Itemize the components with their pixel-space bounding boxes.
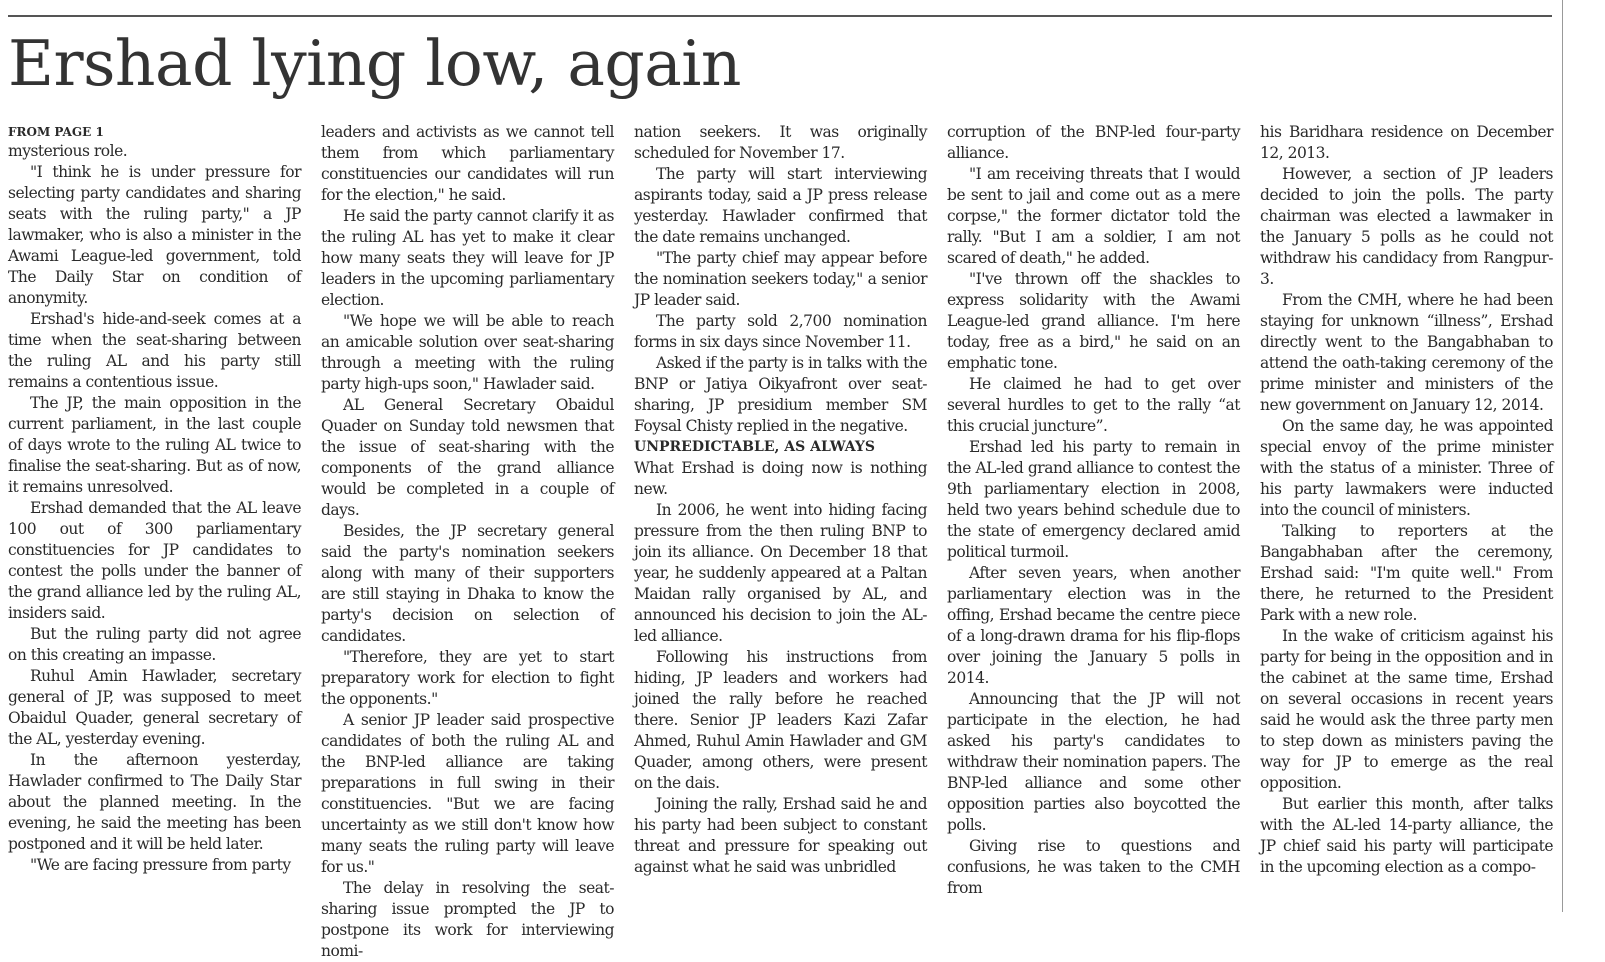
paragraph: Giving rise to questions and confusions, he was taken to the CMH from (947, 837, 1240, 897)
paragraph: The JP, the main opposition in the current parliament, in the last couple of days wrote to the ruling AL twice to finalise the seat-sharing. But as of now, it remains unresolved. (8, 394, 301, 496)
article-column-1 (8, 122, 301, 908)
paragraph: He said the party cannot clarify it as the ruling AL has yet to make it clear how many seats they will leave for JP leaders in the upcoming parliamentary election. (321, 207, 614, 309)
paragraph: "I am receiving threats that I would be sent to jail and come out as a mere corpse," the former dictator told the rally. "But I am a soldier, I am not scared of death," he added. (947, 165, 1240, 267)
article-column-4 (947, 122, 1240, 908)
paragraph: After seven years, when another parliamentary election was in the offing, Ershad became the centre piece of a long-drawn drama for his flip-flops over joining the January 5 polls in 2014. (947, 564, 1240, 687)
paragraph: AL General Secretary Obaidul Quader on Sunday told newsmen that the issue of seat-sharing with the components of the grand alliance would be completed in a couple of days. (321, 396, 614, 519)
headline: Ershad lying low, again (8, 27, 741, 100)
paragraph: But earlier this month, after talks with the AL-led 14-party alliance, the JP chief said his party will participate in the upcoming election as a compo- (1260, 795, 1553, 876)
paragraph: "I think he is under pressure for selecting party candidates and sharing seats with the ruling party," a JP lawmaker, who is also a minister in the Awami League-led government, told The Daily Star on condition of anonymity. (8, 163, 301, 307)
paragraph: The party sold 2,700 nomination forms in six days since November 11. (634, 312, 927, 351)
paragraph: "We are facing pressure from party (30, 856, 291, 874)
paragraph: In the wake of criticism against his party for being in the opposition and in the cabinet at the same time, Ershad on several occasions in recent years said he would ask the three party men to step down as ministers paving the way for JP to emerge as the real opposition. (1260, 627, 1553, 792)
paragraph: What Ershad is doing now is nothing new. (634, 459, 927, 498)
article-body (8, 122, 1553, 960)
paragraph: Ershad's hide-and-seek comes at a time when the seat-sharing between the ruling AL and his party still remains a contentious issue. (8, 310, 301, 391)
paragraph: The party will start interviewing aspirants today, said a JP press release yesterday. Hawlader confirmed that the date remains unchanged. (634, 165, 927, 246)
paragraph: mysterious role. (8, 142, 128, 160)
paragraph: Besides, the JP secretary general said the party's nomination seekers along with many of their supporters are still staying in Dhaka to know the party's decision on selection of candidates. (321, 522, 614, 645)
paragraph: Joining the rally, Ershad said he and his party had been subject to constant threat and pressure for speaking out against what he said was unbridled (634, 795, 927, 876)
paragraph: his Baridhara residence on December 12, 2013. (1260, 123, 1553, 162)
paragraph: corruption of the BNP-led four-party alliance. (947, 123, 1240, 162)
paragraph: In the afternoon yesterday, Hawlader confirmed to The Daily Star about the planned meeting. In the evening, he said the meeting has been postponed and it will be held later. (8, 751, 301, 853)
page-edge-rule (1562, 0, 1563, 912)
paragraph: He claimed he had to get over several hurdles to get to the rally “at this crucial juncture”. (947, 375, 1240, 435)
paragraph: In 2006, he went into hiding facing pressure from the then ruling BNP to join its alliance. On December 18 that year, he suddenly appeared at a Paltan Maidan rally organised by AL, and announced his decision to join the AL-led alliance. (634, 501, 927, 645)
paragraph: But the ruling party did not agree on this creating an impasse. (8, 625, 301, 664)
subheading: UNPREDICTABLE, AS ALWAYS (634, 439, 875, 455)
paragraph: Ershad demanded that the AL leave 100 out of 300 parliamentary constituencies for JP candidates to contest the polls under the banner of the grand alliance led by the ruling AL, insiders said. (8, 499, 301, 622)
paragraph: "I've thrown off the shackles to express solidarity with the Awami League-led grand alliance. I'm here today, free as a bird," he said on an emphatic tone. (947, 270, 1240, 372)
paragraph: Ershad led his party to remain in the AL-led grand alliance to contest the 9th parliamentary election in 2008, held two years behind schedule due to the state of emergency declared amid political turmoil. (947, 438, 1240, 561)
article-column-3 (634, 122, 927, 908)
paragraph: However, a section of JP leaders decided to join the polls. The party chairman was elected a lawmaker in the January 5 polls as he could not withdraw his candidacy from Rangpur-3. (1260, 165, 1553, 288)
paragraph: Following his instructions from hiding, JP leaders and workers had joined the rally before he reached there. Senior JP leaders Kazi Zafar Ahmed, Ruhul Amin Hawlader and GM Quader, among others, were present on the dais. (634, 648, 927, 792)
paragraph: Announcing that the JP will not participate in the election, he had asked his party's candidates to withdraw their nomination papers. The BNP-led alliance and some other opposition parties also boycotted the polls. (947, 690, 1240, 834)
paragraph: A senior JP leader said prospective candidates of both the ruling AL and the BNP-led alliance are taking preparations in full swing in their constituencies. "But we are facing uncertainty as we still don't know how many seats the ruling party will leave for us." (321, 711, 614, 876)
paragraph: From the CMH, where he had been staying for unknown “illness”, Ershad directly went to the Bangabhaban to attend the oath-taking ceremony of the prime minister and ministers of the new government on January 12, 2014. (1260, 291, 1553, 414)
paragraph: Talking to reporters at the Bangabhaban after the ceremony, Ershad said: "I'm quite well." From there, he returned to the President Park with a new role. (1260, 522, 1553, 624)
paragraph: "We hope we will be able to reach an amicable solution over seat-sharing through a meeting with the ruling party high-ups soon," Hawlader said. (321, 312, 614, 393)
paragraph: The delay in resolving the seat-sharing issue prompted the JP to postpone its work for interviewing nomi- (321, 879, 614, 960)
top-rule (8, 15, 1552, 17)
paragraph: leaders and activists as we cannot tell them from which parliamentary constituencies our candidates will run for the election," he said. (321, 123, 614, 204)
paragraph: nation seekers. It was originally scheduled for November 17. (634, 123, 927, 162)
article-column-5 (1260, 122, 1553, 908)
paragraph: Ruhul Amin Hawlader, secretary general of JP, was supposed to meet Obaidul Quader, general secretary of the AL, yesterday evening. (8, 667, 301, 748)
paragraph: On the same day, he was appointed special envoy of the prime minister with the status of a minister. Three of his party lawmakers were inducted into the council of ministers. (1260, 417, 1553, 519)
continuation-kicker: FROM PAGE 1 (8, 125, 104, 139)
paragraph: "The party chief may appear before the nomination seekers today," a senior JP leader said. (634, 249, 927, 309)
article-column-2 (321, 122, 614, 960)
paragraph: "Therefore, they are yet to start preparatory work for election to fight the opponents." (321, 648, 614, 708)
paragraph: Asked if the party is in talks with the BNP or Jatiya Oikyafront over seat-sharing, JP presidium member SM Foysal Chisty replied in the negative. (634, 354, 927, 435)
